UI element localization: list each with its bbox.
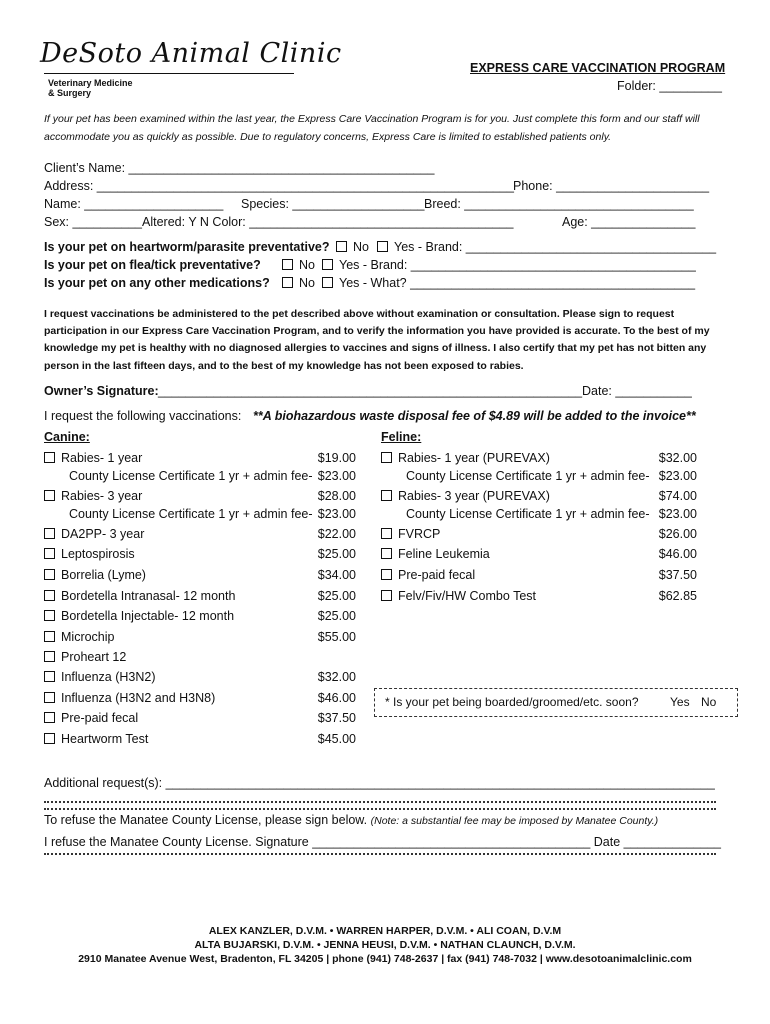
logo-subtitle-1: Veterinary Medicine	[48, 78, 133, 88]
refuse-instruction-text: To refuse the Manatee County License, please sign below.	[44, 813, 368, 827]
vaccine-checkbox[interactable]	[44, 490, 55, 501]
age-field[interactable]: Age: _______________	[562, 215, 696, 229]
intro-text: If your pet has been examined within the last year, the Express Care Vaccination Program is for you. Just complete this form and our staff will accommodate you as quickly as possible. Due to regulatory concerns, Express Care is limited to established patients only.	[44, 113, 700, 143]
additional-requests-field[interactable]: Additional request(s): _______________________________________________________________________________	[44, 776, 715, 790]
vaccine-item[interactable]	[44, 527, 144, 541]
vaccine-item[interactable]	[44, 609, 234, 623]
vaccine-price: $32.00	[658, 451, 697, 465]
vaccine-label: Leptospirosis	[61, 547, 135, 561]
owner-signature-field[interactable]: _____________________________________________________________	[158, 384, 583, 398]
vaccine-checkbox[interactable]	[44, 692, 55, 703]
question-flea-tick: Is your pet on flea/tick preventative?	[44, 258, 261, 272]
vaccine-label: County License Certificate 1 yr + admin fee-	[406, 469, 650, 483]
feline-heading: Feline:	[381, 430, 422, 444]
vaccine-label: Pre-paid fecal	[61, 711, 139, 725]
vaccine-checkbox[interactable]	[44, 671, 55, 682]
heartworm-no-option[interactable]	[336, 240, 369, 254]
vaccine-checkbox[interactable]	[44, 733, 55, 744]
vaccine-checkbox[interactable]	[44, 528, 55, 539]
vaccine-label: Influenza (H3N2)	[61, 670, 156, 684]
vaccine-price: $25.00	[317, 547, 356, 561]
vaccine-checkbox[interactable]	[44, 631, 55, 642]
option-label: No	[299, 276, 315, 290]
checkbox[interactable]	[282, 259, 293, 270]
flea-tick-no-option[interactable]	[282, 258, 315, 272]
address-field[interactable]: Address: ____________________________________________________________	[44, 179, 514, 193]
vaccine-price: $23.00	[658, 469, 697, 483]
boarding-question: * Is your pet being boarded/groomed/etc. soon?	[385, 695, 639, 709]
signature-date-field[interactable]: Date: ___________	[582, 384, 692, 398]
vaccine-price: $23.00	[658, 507, 697, 521]
boarding-yes-option[interactable]: Yes	[670, 695, 690, 709]
vaccine-checkbox[interactable]	[44, 651, 55, 662]
canine-heading: Canine:	[44, 430, 90, 444]
license-certificate-item	[406, 507, 650, 521]
checkbox[interactable]	[282, 277, 293, 288]
refuse-note: (Note: a substantial fee may be imposed by Manatee County.)	[370, 815, 659, 827]
license-certificate-item	[69, 469, 313, 483]
refuse-signature-field[interactable]: I refuse the Manatee County License. Signature ________________________________________ Date ______________	[44, 835, 721, 849]
vaccine-label: DA2PP- 3 year	[61, 527, 145, 541]
vaccine-price: $19.00	[317, 451, 356, 465]
vaccine-price: $37.50	[317, 711, 356, 725]
checkbox[interactable]	[336, 241, 347, 252]
vaccine-price: $34.00	[317, 568, 356, 582]
vaccine-price: $37.50	[658, 568, 697, 582]
vaccine-item[interactable]	[44, 711, 138, 725]
checkbox[interactable]	[322, 277, 333, 288]
vaccine-label: Rabies- 3 year (PUREVAX)	[398, 489, 550, 503]
vaccine-item[interactable]	[44, 451, 142, 465]
question-other-meds: Is your pet on any other medications?	[44, 276, 270, 290]
vaccine-label: Feline Leukemia	[398, 547, 490, 561]
vaccine-label: Felv/Fiv/HW Combo Test	[398, 589, 536, 603]
phone-field[interactable]: Phone: ______________________	[513, 179, 710, 193]
vaccine-price: $55.00	[317, 630, 356, 644]
species-field[interactable]: Species: ___________________	[241, 197, 425, 211]
vaccine-label: Influenza (H3N2 and H3N8)	[61, 691, 216, 705]
vaccine-checkbox[interactable]	[44, 590, 55, 601]
vaccine-price: $46.00	[317, 691, 356, 705]
breed-field[interactable]: Breed: _________________________________	[424, 197, 694, 211]
vaccine-price: $23.00	[317, 507, 356, 521]
pet-name-field[interactable]: Name: ____________________	[44, 197, 224, 211]
vaccine-label: Rabies- 1 year	[61, 451, 143, 465]
vaccine-item[interactable]	[44, 732, 148, 746]
vaccine-price: $22.00	[317, 527, 356, 541]
question-heartworm: Is your pet on heartworm/parasite preventative?	[44, 240, 330, 254]
vaccine-checkbox[interactable]	[44, 610, 55, 621]
vaccine-item[interactable]	[44, 547, 135, 561]
vaccine-item[interactable]	[381, 547, 490, 561]
logo-subtitle-2: & Surgery	[48, 88, 92, 98]
vaccine-price: $74.00	[658, 489, 697, 503]
vaccine-label: County License Certificate 1 yr + admin fee-	[69, 507, 313, 521]
vaccine-label: County License Certificate 1 yr + admin fee-	[69, 469, 313, 483]
vaccine-checkbox[interactable]	[381, 452, 392, 463]
vaccine-item[interactable]	[381, 568, 475, 582]
footer-address: 2910 Manatee Avenue West, Bradenton, FL 34205 | phone (941) 748-2637 | fax (941) 748-7032 | www.desotoanimalclinic.com	[78, 953, 692, 965]
footer-doctors-1: ALEX KANZLER, D.V.M. • WARREN HARPER, D.V.M. • ALI COAN, D.V.M	[208, 925, 562, 937]
vaccine-label: Proheart 12	[61, 650, 127, 664]
vaccine-checkbox[interactable]	[381, 490, 392, 501]
vaccine-label: County License Certificate 1 yr + admin fee-	[406, 507, 650, 521]
boarding-no-option[interactable]: No	[701, 695, 717, 709]
vaccine-price: $32.00	[317, 670, 356, 684]
footer-doctors-2: ALTA BUJARSKI, D.V.M. • JENNA HEUSI, D.V.M. • NATHAN CLAUNCH, D.V.M.	[194, 939, 576, 951]
sex-altered-color-field[interactable]: Sex: __________Altered: Y N Color: ______________________________________	[44, 215, 514, 229]
checkbox[interactable]	[322, 259, 333, 270]
option-label: No	[299, 258, 315, 272]
certification-text: I request vaccinations be administered to the pet described above without examination or consultation. Please sign to request participation in our Express Care Vaccination Program, and to verify the information you have provided is accurate. To the best of my knowledge my pet is healthy with no diagnosed allergies to vaccines and signs of illness. I also certify that my pet has not bitten any person in the last fifteen days, and to the best of my knowledge has not been exposed to rabies.	[44, 308, 710, 372]
license-certificate-item	[406, 469, 650, 483]
vaccine-checkbox[interactable]	[381, 590, 392, 601]
vaccine-item[interactable]	[381, 451, 550, 465]
vaccine-price: $28.00	[317, 489, 356, 503]
heartworm-yes-option[interactable]	[377, 240, 716, 254]
refuse-instruction	[44, 813, 658, 827]
client-name-field[interactable]: Client’s Name: ____________________________________________	[44, 161, 435, 175]
license-certificate-item	[69, 507, 313, 521]
vaccine-checkbox[interactable]	[381, 528, 392, 539]
vaccine-price: $62.85	[658, 589, 697, 603]
vaccine-label: Borrelia (Lyme)	[61, 568, 146, 582]
vaccine-checkbox[interactable]	[381, 548, 392, 559]
option-label: Yes - What? _________________________________________	[339, 276, 696, 290]
option-label: Yes - Brand: _________________________________________	[339, 258, 696, 272]
owner-signature-label: Owner’s Signature:	[44, 384, 159, 398]
vaccine-label: Rabies- 1 year (PUREVAX)	[398, 451, 550, 465]
vaccine-item[interactable]	[381, 527, 440, 541]
option-label: Yes - Brand: ____________________________________	[394, 240, 717, 254]
vaccine-label: Heartworm Test	[61, 732, 149, 746]
vaccine-price: $45.00	[317, 732, 356, 746]
vaccine-item[interactable]	[44, 489, 142, 503]
checkbox[interactable]	[377, 241, 388, 252]
vaccine-checkbox[interactable]	[44, 452, 55, 463]
vaccine-item[interactable]	[44, 691, 215, 705]
vaccine-item[interactable]	[44, 630, 115, 644]
other-meds-yes-option[interactable]	[322, 276, 695, 290]
vaccine-label: Rabies- 3 year	[61, 489, 143, 503]
vaccine-checkbox[interactable]	[44, 548, 55, 559]
vaccine-checkbox[interactable]	[44, 712, 55, 723]
vaccine-price: $25.00	[317, 589, 356, 603]
vaccine-label: Microchip	[61, 630, 115, 644]
vaccination-request-label: I request the following vaccinations:	[44, 409, 242, 423]
vaccine-item[interactable]	[381, 489, 550, 503]
vaccine-item[interactable]	[44, 568, 146, 582]
form-title: EXPRESS CARE VACCINATION PROGRAM	[470, 61, 726, 75]
vaccine-item[interactable]	[44, 650, 126, 664]
fee-note: **A biohazardous waste disposal fee of $4.89 will be added to the invoice**	[253, 409, 696, 423]
clinic-logo: DeSoto Animal Clinic	[40, 38, 342, 69]
vaccine-item[interactable]	[381, 589, 536, 603]
vaccine-price: $25.00	[317, 609, 356, 623]
vaccine-label: Bordetella Intranasal- 12 month	[61, 589, 236, 603]
vaccine-label: Bordetella Injectable- 12 month	[61, 609, 235, 623]
option-label: No	[353, 240, 369, 254]
dotted-divider	[44, 801, 716, 810]
vaccine-label: FVRCP	[398, 527, 441, 541]
vaccine-price: $26.00	[658, 527, 697, 541]
vaccine-item[interactable]	[44, 670, 156, 684]
folder-field[interactable]: Folder: _________	[617, 79, 722, 93]
dotted-divider	[44, 853, 716, 857]
flea-tick-yes-option[interactable]	[322, 258, 696, 272]
vaccine-price: $46.00	[658, 547, 697, 561]
other-meds-no-option[interactable]	[282, 276, 315, 290]
vaccine-price: $23.00	[317, 469, 356, 483]
logo-underline	[44, 73, 294, 74]
vaccine-label: Pre-paid fecal	[398, 568, 476, 582]
vaccine-item[interactable]	[44, 589, 235, 603]
vaccine-checkbox[interactable]	[381, 569, 392, 580]
vaccine-checkbox[interactable]	[44, 569, 55, 580]
